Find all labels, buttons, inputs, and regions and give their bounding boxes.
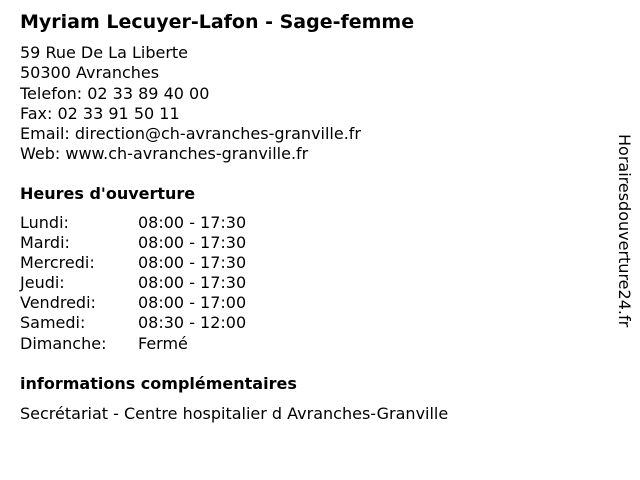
- hours-row: [20, 253, 280, 273]
- phone-number: Telefon: 02 33 89 40 00: [20, 83, 210, 103]
- site-watermark: Horairesdouverture24.fr: [615, 134, 634, 328]
- postal-city: 50300 Avranches: [20, 63, 160, 83]
- hours-row: [20, 213, 280, 233]
- day-hours: 08:30 - 12:00: [138, 313, 247, 333]
- info-heading: informations complémentaires: [20, 374, 297, 393]
- hours-row: [20, 334, 280, 354]
- day-label: Mercredi:: [20, 253, 95, 273]
- day-label: Mardi:: [20, 233, 70, 253]
- day-hours: Fermé: [138, 333, 188, 353]
- hours-row: [20, 313, 280, 333]
- day-label: Vendredi:: [20, 293, 96, 313]
- day-hours: 08:00 - 17:30: [138, 213, 247, 232]
- hours-heading: Heures d'ouverture: [20, 184, 196, 203]
- street-address: 59 Rue De La Liberte: [20, 43, 189, 62]
- address-block: [20, 43, 361, 165]
- info-text: Secrétariat - Centre hospitalier d Avranches-Granville: [20, 404, 449, 423]
- day-hours: 08:00 - 17:30: [138, 273, 247, 293]
- day-label: Jeudi:: [20, 273, 65, 293]
- day-hours: 08:00 - 17:30: [138, 233, 247, 253]
- fax-number: Fax: 02 33 91 50 11: [20, 103, 180, 123]
- day-hours: 08:00 - 17:00: [138, 293, 247, 313]
- day-label: Lundi:: [20, 213, 69, 232]
- hours-row: [20, 233, 280, 253]
- day-hours: 08:00 - 17:30: [138, 253, 247, 273]
- page-title: Myriam Lecuyer-Lafon - Sage-femme: [20, 11, 415, 33]
- hours-row: [20, 273, 280, 293]
- hours-list: [20, 213, 280, 354]
- hours-row: [20, 293, 280, 313]
- day-label: Dimanche:: [20, 333, 107, 353]
- website: Web: www.ch-avranches-granville.fr: [20, 144, 309, 164]
- day-label: Samedi:: [20, 313, 86, 333]
- email-address: Email: direction@ch-avranches-granville.fr: [20, 124, 362, 144]
